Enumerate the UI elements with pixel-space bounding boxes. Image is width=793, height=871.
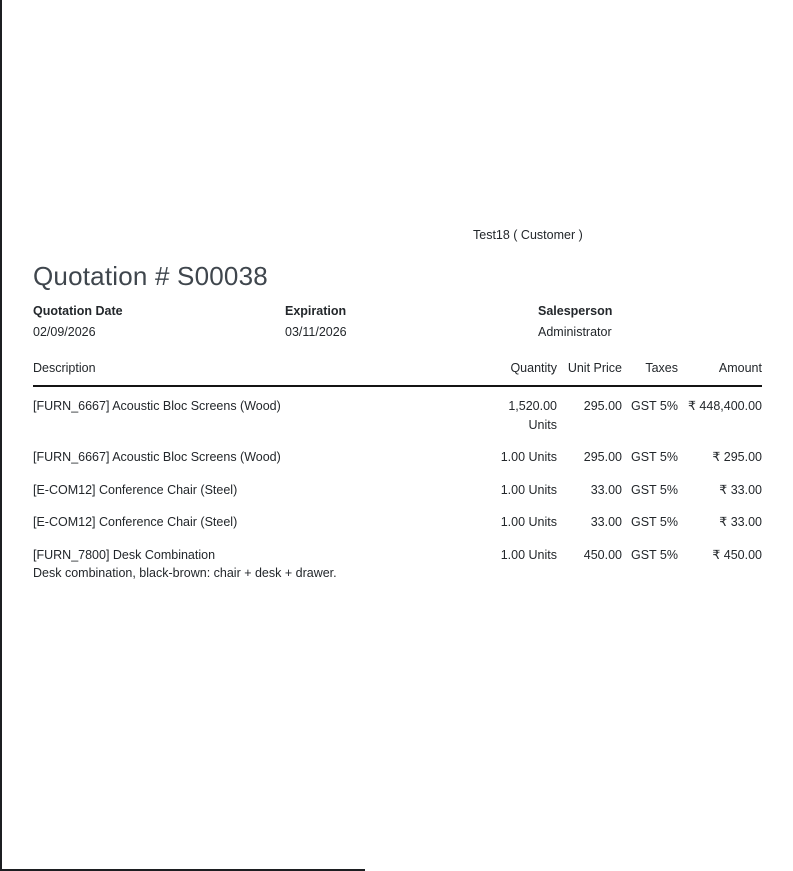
line-item-amount: ₹ 450.00	[712, 547, 762, 562]
quotation-info-row	[33, 303, 762, 341]
info-field-salesperson	[538, 303, 762, 341]
table-row	[33, 438, 762, 471]
line-item-quantity: 1.00 Units	[500, 450, 557, 464]
column-header-amount: Amount	[678, 360, 762, 386]
line-item-amount: ₹ 33.00	[719, 482, 762, 497]
table-row	[33, 503, 762, 536]
info-value: Administrator	[538, 325, 612, 339]
line-item-amount: ₹ 448,400.00	[688, 399, 762, 413]
line-item-unit-price: 33.00	[590, 515, 622, 529]
page-edge-left-border	[0, 0, 2, 871]
line-item-description: [E-COM12] Conference Chair (Steel)	[33, 482, 238, 497]
line-item-unit-price: 450.00	[583, 547, 622, 562]
customer-name: Test18 ( Customer )	[473, 228, 583, 242]
line-item-amount: ₹ 295.00	[712, 450, 762, 464]
line-item-amount: ₹ 33.00	[719, 515, 762, 529]
info-label: Quotation Date	[33, 304, 123, 318]
line-item-taxes: GST 5%	[630, 450, 678, 464]
column-header-unit-price: Unit Price	[557, 360, 622, 386]
column-header-taxes: Taxes	[622, 360, 678, 386]
line-item-description-cell	[33, 438, 477, 471]
line-item-taxes: GST 5%	[630, 547, 678, 562]
line-item-description: [E-COM12] Conference Chair (Steel)	[33, 515, 238, 529]
line-item-unit-price: 295.00	[583, 399, 622, 413]
line-item-taxes: GST 5%	[630, 399, 678, 413]
line-items-table	[33, 360, 762, 587]
line-items-body	[33, 386, 762, 587]
line-item-unit-price: 295.00	[583, 450, 622, 464]
info-value: 02/09/2026	[33, 325, 96, 339]
line-item-unit-price: 33.00	[590, 482, 622, 497]
line-item-quantity: 1.00 Units	[500, 547, 557, 562]
info-value: 03/11/2026	[285, 325, 347, 339]
line-item-description: [FURN_7800] Desk Combination	[33, 547, 216, 562]
line-item-quantity: 1.00 Units	[500, 482, 557, 497]
line-item-description-cell	[33, 503, 477, 536]
line-items-header	[33, 360, 762, 386]
table-row	[33, 536, 762, 587]
line-item-note: Desk combination, black-brown: chair + desk + drawer.	[33, 566, 337, 580]
line-item-taxes: GST 5%	[630, 515, 678, 529]
line-item-quantity: 1,520.00 Units	[508, 399, 557, 432]
info-field-quotation-date	[33, 303, 285, 341]
line-item-taxes: GST 5%	[630, 482, 678, 497]
line-item-description-cell	[33, 536, 477, 587]
info-label: Expiration	[285, 304, 347, 318]
column-header-description: Description	[33, 360, 477, 386]
line-item-quantity: 1.00 Units	[500, 515, 557, 529]
line-item-description-cell	[33, 386, 477, 438]
line-item-description: [FURN_6667] Acoustic Bloc Screens (Wood)	[33, 399, 281, 413]
info-field-expiration	[285, 303, 538, 341]
table-row	[33, 386, 762, 438]
table-row	[33, 471, 762, 504]
line-item-description: [FURN_6667] Acoustic Bloc Screens (Wood)	[33, 450, 281, 464]
line-item-description-cell	[33, 471, 477, 504]
info-label: Salesperson	[538, 304, 613, 318]
quotation-title: Quotation # S00038	[33, 261, 268, 291]
column-header-quantity: Quantity	[477, 360, 557, 386]
